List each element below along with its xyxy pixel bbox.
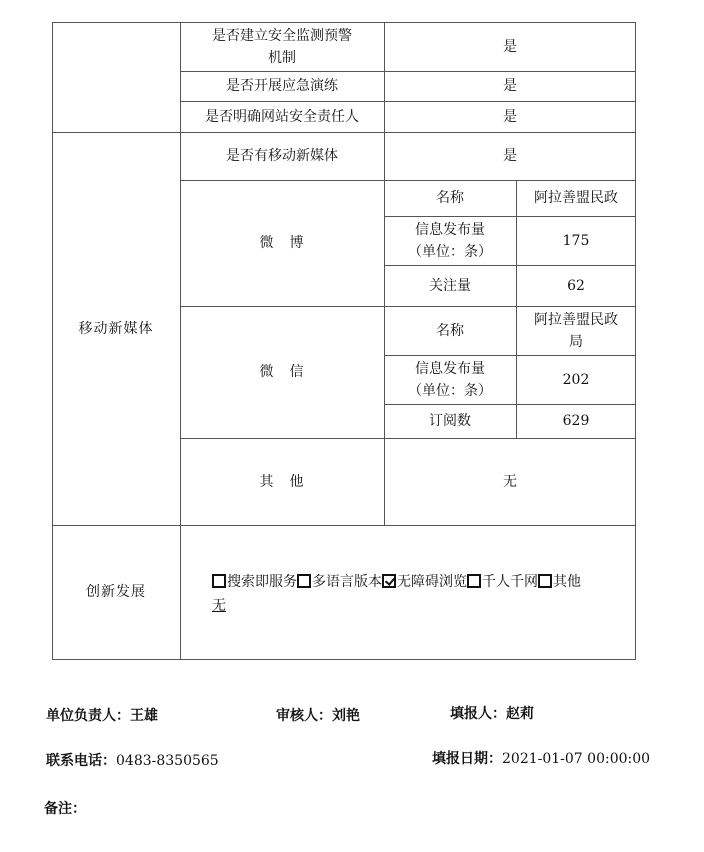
security-monitoring-label xyxy=(180,22,384,71)
has-mobile-media-value: 是 xyxy=(503,148,517,164)
option-label: 多语言版本 xyxy=(312,574,382,590)
checkbox-personalized[interactable] xyxy=(467,574,481,588)
checkbox-other[interactable] xyxy=(538,574,552,588)
phone-label: 联系电话： xyxy=(46,753,116,769)
date-label: 填报日期： xyxy=(432,751,502,767)
filler-label: 填报人： xyxy=(450,706,506,722)
innovation-options xyxy=(212,570,632,618)
option-label: 无障碍浏览 xyxy=(397,574,467,590)
innovation-other-text: 无 xyxy=(212,598,226,614)
contact-phone xyxy=(46,750,219,770)
emergency-drill-label: 是否开展应急演练 xyxy=(226,78,338,94)
security-owner-value: 是 xyxy=(503,108,517,125)
weibo-label: 微 博 xyxy=(259,235,305,251)
filler xyxy=(450,703,534,723)
weixin-label: 微 信 xyxy=(259,364,305,380)
note-label: 备注： xyxy=(44,801,86,817)
leader-label: 单位负责人： xyxy=(46,708,130,724)
note xyxy=(44,798,86,818)
weixin-sub-label: 订阅数 xyxy=(429,413,471,429)
weibo-follow-value: 62 xyxy=(567,277,585,294)
innovation-label: 创新发展 xyxy=(86,584,146,600)
other-media-value: 无 xyxy=(503,473,517,490)
label-line: 是否建立安全监测预警 xyxy=(212,27,352,44)
security-owner-label: 是否明确网站安全责任人 xyxy=(205,108,359,125)
has-mobile-media-label: 是否有移动新媒体 xyxy=(226,148,338,164)
security-monitoring-value: 是 xyxy=(503,38,517,55)
date-value: 2021-01-07 00:00:00 xyxy=(502,751,651,767)
reviewer-value: 刘艳 xyxy=(332,708,360,724)
weibo-posts-value: 175 xyxy=(562,232,590,249)
phone-value: 0483-8350565 xyxy=(116,753,219,769)
weibo-name-value: 阿拉善盟民政 xyxy=(534,190,618,206)
label-line: 信息发布量 xyxy=(415,221,485,238)
checkbox-accessibility[interactable] xyxy=(382,574,396,588)
option-label: 搜索即服务 xyxy=(227,574,297,590)
label-line: 机制 xyxy=(268,49,296,66)
reviewer-label: 审核人： xyxy=(276,708,332,724)
weixin-name-label: 名称 xyxy=(436,322,464,339)
filler-value: 赵莉 xyxy=(506,706,534,722)
weixin-sub-value: 629 xyxy=(562,413,590,429)
option-label: 千人千网 xyxy=(482,574,538,590)
weixin-name-value xyxy=(516,306,636,355)
value-line: 阿拉善盟民政 xyxy=(534,311,618,328)
reviewer xyxy=(276,705,360,725)
option-label: 其他 xyxy=(553,574,581,590)
fill-date xyxy=(432,748,650,768)
label-line: 信息发布量 xyxy=(415,360,485,377)
weibo-name-label: 名称 xyxy=(436,190,464,206)
label-line: （单位：条） xyxy=(408,243,492,260)
checkbox-search-service[interactable] xyxy=(212,574,226,588)
mobile-media-section-label: 移动新媒体 xyxy=(78,320,154,337)
weixin-posts-label xyxy=(384,355,516,404)
weibo-posts-label xyxy=(384,216,516,265)
other-media-label: 其 他 xyxy=(259,473,305,490)
label-line: （单位：条） xyxy=(408,382,492,399)
unit-leader xyxy=(46,705,158,725)
leader-value: 王雄 xyxy=(130,708,158,724)
value-line: 局 xyxy=(569,333,583,350)
weixin-posts-value: 202 xyxy=(562,371,590,388)
weibo-follow-label: 关注量 xyxy=(429,277,471,294)
grid-line xyxy=(52,659,636,660)
emergency-drill-value: 是 xyxy=(503,78,517,94)
checkbox-multilingual[interactable] xyxy=(297,574,311,588)
